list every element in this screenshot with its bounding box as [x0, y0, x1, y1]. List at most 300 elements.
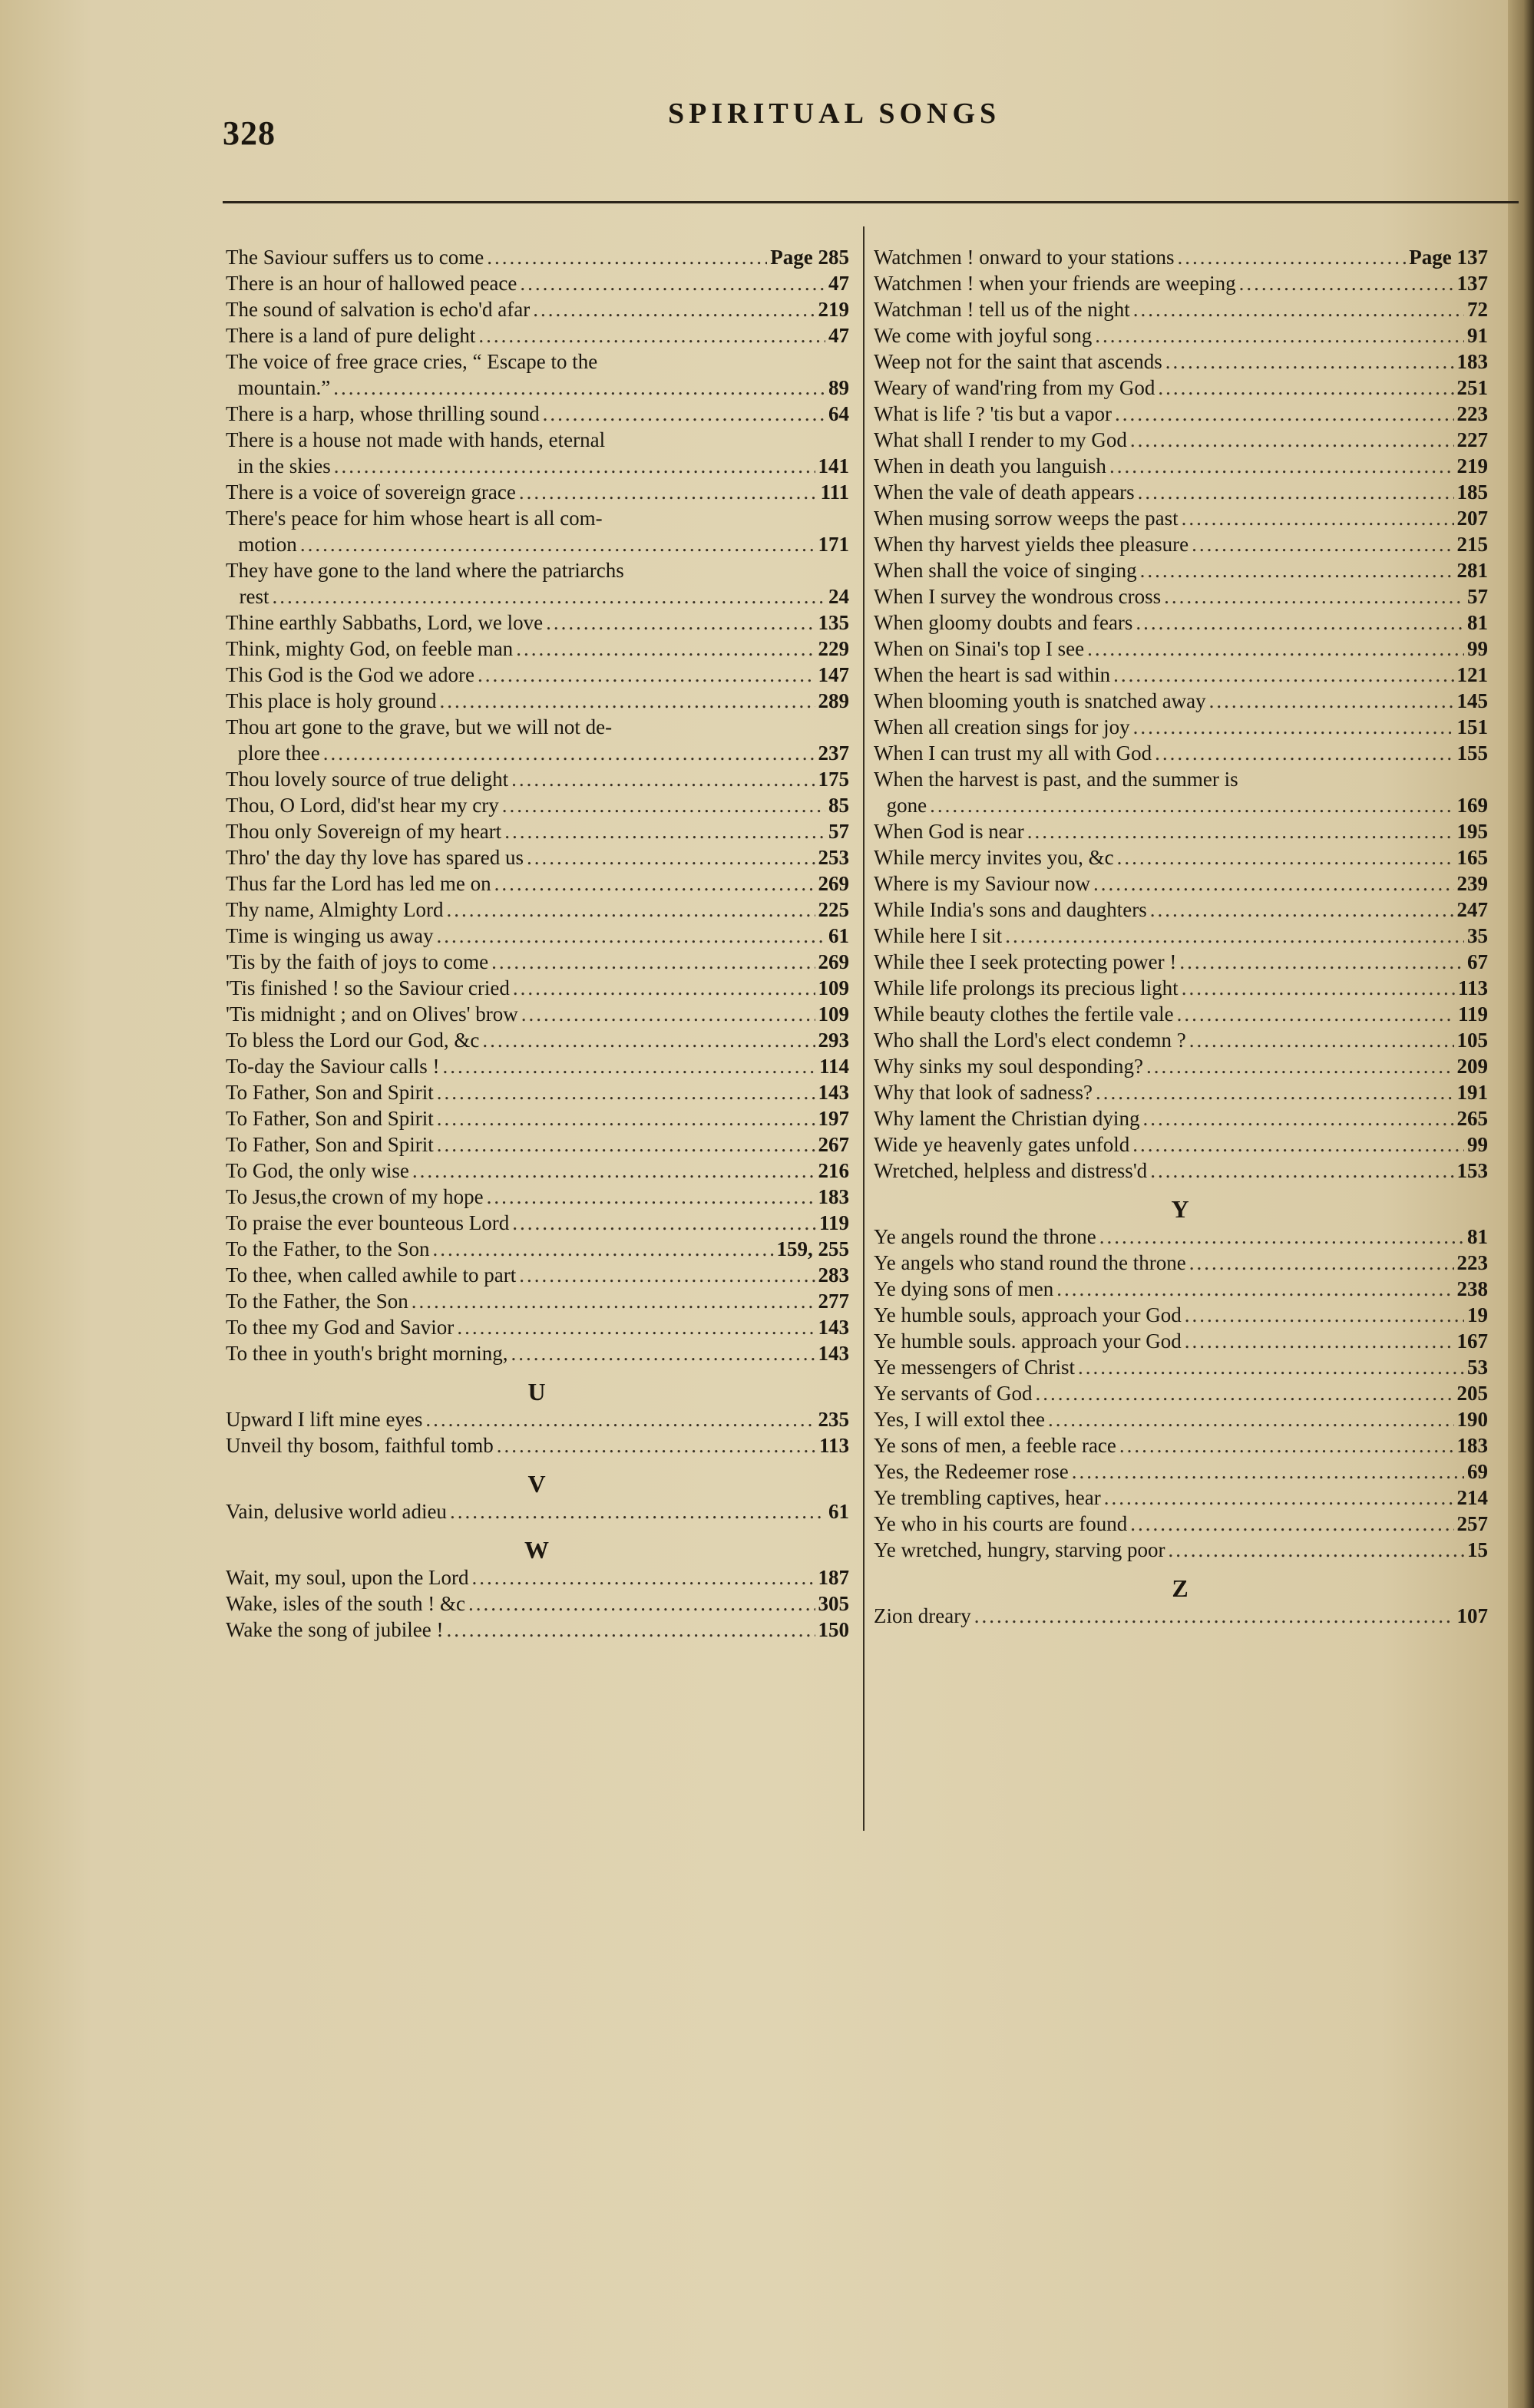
- page-reference: 24: [828, 585, 849, 608]
- first-line-text: To Father, Son and Spirit: [226, 1081, 434, 1104]
- index-entry-line: [226, 1001, 849, 1027]
- page-reference: 109: [818, 976, 849, 999]
- index-entry-line: [226, 792, 849, 818]
- index-entry: [874, 583, 1488, 609]
- first-line-text: This God is the God we adore: [226, 663, 474, 686]
- index-entry: [226, 1432, 849, 1458]
- dot-leader: [478, 322, 825, 348]
- index-entry-line: [874, 1131, 1488, 1158]
- index-entry: [874, 1079, 1488, 1105]
- page-reference: 197: [818, 1107, 849, 1130]
- index-entry-line: [874, 348, 1488, 375]
- first-line-text: When on Sinai's top I see: [874, 637, 1085, 660]
- index-entry-line: [874, 923, 1488, 949]
- index-entry-line: [226, 975, 849, 1001]
- page-reference: 135: [818, 611, 849, 634]
- first-line-text: What is life ? 'tis but a vapor: [874, 402, 1112, 425]
- index-entry: [874, 401, 1488, 427]
- index-entry: [226, 1184, 849, 1210]
- index-entry-line: [226, 662, 849, 688]
- page-reference: 183: [1456, 1434, 1488, 1457]
- section-letter: Y: [1171, 1195, 1191, 1223]
- first-line-text: Ye servants of God: [874, 1382, 1033, 1405]
- index-entry: [874, 1105, 1488, 1131]
- index-entry: [874, 1302, 1488, 1328]
- first-line-text: 'Tis finished ! so the Saviour cried: [226, 976, 510, 999]
- index-entry-line: [226, 1288, 849, 1314]
- page-reference: 269: [818, 872, 849, 895]
- page-number: 328: [223, 114, 276, 152]
- first-line-text: rest: [239, 585, 269, 608]
- index-entry-line: [226, 479, 849, 505]
- index-entry: [226, 1210, 849, 1236]
- first-line-text: Wake the song of jubilee !: [226, 1618, 444, 1641]
- dot-leader: [1209, 688, 1454, 714]
- page-reference: 114: [818, 1055, 849, 1078]
- index-entry-line: [226, 557, 849, 583]
- index-entry-line: [874, 1537, 1488, 1563]
- dot-leader: [1179, 949, 1464, 975]
- first-line-text: To thee in youth's bright morning,: [226, 1342, 508, 1365]
- index-entry: [226, 688, 849, 714]
- index-entry-line: [874, 1354, 1488, 1380]
- index-entry: [226, 557, 849, 609]
- dot-leader: [437, 1131, 815, 1158]
- index-entry-line: [874, 662, 1488, 688]
- dot-leader: [482, 1027, 815, 1053]
- index-entry: [226, 1158, 849, 1184]
- index-entry-line: [226, 688, 849, 714]
- dot-leader: [333, 375, 825, 401]
- dot-leader: [546, 609, 815, 636]
- first-line-text: There is a harp, whose thrilling sound: [226, 402, 540, 425]
- dot-leader: [512, 1210, 816, 1236]
- index-entry: [874, 1027, 1488, 1053]
- first-line-text: To the Father, the Son: [226, 1290, 408, 1313]
- index-entry: [226, 975, 849, 1001]
- index-entry: [874, 453, 1488, 479]
- index-entry: [874, 1053, 1488, 1079]
- dot-leader: [1189, 1027, 1454, 1053]
- page-reference: 293: [818, 1029, 849, 1052]
- section-letter: Z: [1172, 1574, 1190, 1602]
- page-reference: 257: [1456, 1512, 1488, 1535]
- dot-leader: [1130, 1511, 1453, 1537]
- dot-leader: [1099, 1224, 1464, 1250]
- index-entry: [874, 714, 1488, 740]
- index-entry: [874, 1511, 1488, 1537]
- index-entry: [874, 662, 1488, 688]
- page-reference: 209: [1456, 1055, 1488, 1078]
- page-reference: 251: [1456, 376, 1488, 399]
- index-entry: [874, 322, 1488, 348]
- first-line-text: Wait, my soul, upon the Lord: [226, 1566, 469, 1589]
- first-line-text: To praise the ever bounteous Lord: [226, 1211, 510, 1234]
- header-rule: [223, 201, 1519, 203]
- page-reference: 165: [1456, 846, 1488, 869]
- index-entry: [226, 1236, 849, 1262]
- first-line-text: Weep not for the saint that ascends: [874, 350, 1162, 373]
- page-reference: 89: [828, 376, 849, 399]
- dot-leader: [1087, 636, 1464, 662]
- index-entry: [226, 1340, 849, 1366]
- index-entry-line: [226, 636, 849, 662]
- first-line-text: When I survey the wondrous cross: [874, 585, 1162, 608]
- index-entry: [226, 1406, 849, 1432]
- page-reference: 143: [818, 1081, 849, 1104]
- page-reference: Page 285: [770, 246, 849, 269]
- page-reference: 141: [818, 454, 849, 477]
- first-line-text: To God, the only wise: [226, 1159, 409, 1182]
- dot-leader: [487, 244, 767, 270]
- first-line-text: Ye messengers of Christ: [874, 1356, 1075, 1379]
- index-entry: [226, 1262, 849, 1288]
- first-line-text: To thee, when called awhile to part: [226, 1263, 517, 1287]
- index-entry-line: [226, 714, 849, 740]
- first-line-text: 'Tis by the faith of joys to come: [226, 950, 489, 973]
- first-line-text: Thou only Sovereign of my heart: [226, 820, 502, 843]
- page-reference: 229: [818, 637, 849, 660]
- first-line-text: To the Father, to the Son: [226, 1237, 430, 1260]
- dot-leader: [447, 1617, 815, 1643]
- first-line-text: When God is near: [874, 820, 1024, 843]
- first-line-text: We come with joyful song: [874, 324, 1093, 347]
- index-entry-line: [874, 296, 1488, 322]
- page-reference: 81: [1467, 611, 1488, 634]
- index-entry-line: [874, 1105, 1488, 1131]
- index-entry-line: [874, 688, 1488, 714]
- dot-leader: [1239, 270, 1454, 296]
- page-reference: 121: [1456, 663, 1488, 686]
- dot-leader: [1119, 1432, 1454, 1458]
- index-entry: [874, 557, 1488, 583]
- dot-leader: [494, 870, 815, 897]
- dot-leader: [1104, 1485, 1454, 1511]
- first-line-text: There is a voice of sovereign grace: [226, 481, 516, 504]
- page-reference: 61: [828, 1500, 849, 1523]
- index-entry: [226, 1079, 849, 1105]
- first-line-text: When all creation sings for joy: [874, 715, 1130, 738]
- first-line-text: To thee my God and Savior: [226, 1316, 455, 1339]
- index-entry: [874, 244, 1488, 270]
- index-entry: [874, 897, 1488, 923]
- first-line-text: There's peace for him whose heart is all com-: [226, 507, 603, 530]
- index-entry-line: [226, 1210, 849, 1236]
- first-line-text: Vain, delusive world adieu: [226, 1500, 447, 1523]
- dot-leader: [412, 1158, 815, 1184]
- page-reference: 187: [818, 1566, 849, 1589]
- first-line-text: When in death you languish: [874, 454, 1106, 477]
- index-entry-line: [226, 375, 849, 401]
- dot-leader: [527, 844, 815, 870]
- page-reference: 265: [1456, 1107, 1488, 1130]
- section-gap: [226, 1458, 849, 1469]
- first-line-text: The sound of salvation is echo'd afar: [226, 298, 531, 321]
- first-line-text: When the heart is sad within: [874, 663, 1111, 686]
- dot-leader: [1093, 870, 1454, 897]
- dot-leader: [1155, 740, 1453, 766]
- page-reference: 223: [1456, 1251, 1488, 1274]
- index-entry-line: [226, 609, 849, 636]
- dot-leader: [457, 1314, 815, 1340]
- dot-leader: [1005, 923, 1464, 949]
- dot-leader: [1158, 375, 1453, 401]
- first-line-text: To bless the Lord our God, &c: [226, 1029, 480, 1052]
- index-entry: [874, 1158, 1488, 1184]
- index-entry: [874, 348, 1488, 375]
- index-entry-line: [226, 1340, 849, 1366]
- page-reference: 289: [818, 689, 849, 712]
- index-entry-line: [874, 1053, 1488, 1079]
- index-entry-line: [874, 714, 1488, 740]
- dot-leader: [1177, 1001, 1455, 1027]
- section-gap: [874, 1184, 1488, 1194]
- first-line-text: While India's sons and daughters: [874, 898, 1147, 921]
- page-reference: 61: [828, 924, 849, 947]
- index-entry: [874, 531, 1488, 557]
- dot-leader: [1056, 1276, 1453, 1302]
- page-reference: 153: [1456, 1159, 1488, 1182]
- index-entry: [874, 844, 1488, 870]
- index-entry-line: [874, 792, 1488, 818]
- index-entry: [226, 818, 849, 844]
- first-line-text: There is an hour of hallowed peace: [226, 272, 517, 295]
- section-gap: [226, 1366, 849, 1377]
- index-entry: [226, 348, 849, 401]
- index-entry-line: [226, 1158, 849, 1184]
- dot-leader: [300, 531, 815, 557]
- book-spine-shadow: [1508, 0, 1534, 2408]
- first-line-text: To-day the Saviour calls !: [226, 1055, 440, 1078]
- page-reference: 159, 255: [776, 1237, 849, 1260]
- index-entry-line: [226, 818, 849, 844]
- index-entry: [226, 870, 849, 897]
- index-entry-line: [226, 453, 849, 479]
- page-reference: 150: [818, 1618, 849, 1641]
- first-line-text: 'Tis midnight ; and on Olives' brow: [226, 1003, 518, 1026]
- first-line-text: mountain.”: [237, 376, 331, 399]
- first-line-text: Thus far the Lord has led me on: [226, 872, 491, 895]
- first-line-text: When musing sorrow weeps the past: [874, 507, 1179, 530]
- first-line-text: gone: [886, 794, 927, 817]
- index-entry-line: [874, 949, 1488, 975]
- index-entry-line: [226, 1498, 849, 1524]
- first-line-text: Wretched, helpless and distress'd: [874, 1159, 1148, 1182]
- dot-leader: [1109, 453, 1454, 479]
- dot-leader: [516, 636, 815, 662]
- index-entry: [874, 740, 1488, 766]
- index-entry: [226, 427, 849, 479]
- index-entry: [226, 766, 849, 792]
- dot-leader: [497, 1432, 816, 1458]
- dot-leader: [1192, 531, 1453, 557]
- index-entry-line: [874, 427, 1488, 453]
- index-entry: [226, 296, 849, 322]
- dot-leader: [478, 662, 815, 688]
- index-entry: [874, 1458, 1488, 1485]
- page-reference: 47: [828, 324, 849, 347]
- first-line-text: Who shall the Lord's elect condemn ?: [874, 1029, 1186, 1052]
- page-reference: 85: [828, 794, 849, 817]
- page-reference: 105: [1456, 1029, 1488, 1052]
- dot-leader: [1138, 479, 1454, 505]
- first-line-text: Time is winging us away: [226, 924, 434, 947]
- index-entry-line: [226, 401, 849, 427]
- page-reference: 64: [828, 402, 849, 425]
- first-line-text: Ye angels who stand round the throne: [874, 1251, 1186, 1274]
- index-entry-line: [226, 1617, 849, 1643]
- index-entry-line: [874, 1079, 1488, 1105]
- first-line-text: Thro' the day thy love has spared us: [226, 846, 524, 869]
- index-entry-line: [874, 1458, 1488, 1485]
- first-line-text: While here I sit: [874, 924, 1003, 947]
- column-divider: [863, 226, 865, 1831]
- dot-leader: [1150, 1158, 1453, 1184]
- first-line-text: While mercy invites you, &c: [874, 846, 1114, 869]
- index-entry-line: [874, 1406, 1488, 1432]
- index-entry: [226, 1590, 849, 1617]
- first-line-text: When I can trust my all with God: [874, 742, 1152, 765]
- index-entry-line: [874, 1485, 1488, 1511]
- first-line-text: To Father, Son and Spirit: [226, 1133, 434, 1156]
- index-entry: [226, 270, 849, 296]
- first-line-text: Where is my Saviour now: [874, 872, 1090, 895]
- index-entry-line: [874, 1250, 1488, 1276]
- first-line-text: Watchman ! tell us of the night: [874, 298, 1130, 321]
- dot-leader: [1048, 1406, 1454, 1432]
- page-reference: 185: [1456, 481, 1488, 504]
- index-entry: [226, 792, 849, 818]
- dot-leader: [504, 818, 825, 844]
- first-line-text: Ye who in his courts are found: [874, 1512, 1128, 1535]
- dot-leader: [1150, 897, 1454, 923]
- index-entry-line: [874, 1001, 1488, 1027]
- index-entry: [226, 1564, 849, 1590]
- first-line-text: When gloomy doubts and fears: [874, 611, 1133, 634]
- first-line-text: While thee I seek protecting power !: [874, 950, 1177, 973]
- page-reference: 147: [818, 663, 849, 686]
- index-entry-line: [874, 1027, 1488, 1053]
- index-entry-line: [226, 531, 849, 557]
- first-line-text: When shall the voice of singing: [874, 559, 1137, 582]
- index-entry-line: [874, 244, 1488, 270]
- page-reference: 305: [818, 1592, 849, 1615]
- index-entry-line: [226, 270, 849, 296]
- index-entry: [874, 375, 1488, 401]
- page-reference: 145: [1456, 689, 1488, 712]
- page-reference: 227: [1456, 428, 1488, 451]
- index-entry-line: [226, 740, 849, 766]
- first-line-text: Wide ye heavenly gates unfold: [874, 1133, 1130, 1156]
- index-entry-line: [226, 897, 849, 923]
- dot-leader: [1095, 322, 1464, 348]
- index-entry: [874, 1485, 1488, 1511]
- dot-leader: [450, 1498, 825, 1524]
- index-entry-line: [874, 1380, 1488, 1406]
- index-entry-line: [874, 375, 1488, 401]
- index-entry: [226, 714, 849, 766]
- index-entry: [226, 662, 849, 688]
- page-reference: 183: [1456, 350, 1488, 373]
- first-line-text: Unveil thy bosom, faithful tomb: [226, 1434, 494, 1457]
- first-line-text: Ye dying sons of men: [874, 1277, 1054, 1300]
- index-entry-line: [226, 1432, 849, 1458]
- first-line-text: Thou lovely source of true delight: [226, 768, 509, 791]
- index-entry: [874, 923, 1488, 949]
- first-line-text: Yes, the Redeemer rose: [874, 1460, 1069, 1483]
- dot-leader: [1027, 818, 1454, 844]
- index-entry-line: [226, 348, 849, 375]
- index-entry-line: [226, 1131, 849, 1158]
- dot-leader: [521, 1001, 815, 1027]
- index-entry-line: [874, 1276, 1488, 1302]
- index-entry-line: [226, 583, 849, 609]
- first-line-text: When the harvest is past, and the summer is: [874, 768, 1238, 791]
- index-entry-line: [874, 583, 1488, 609]
- page-reference: 223: [1456, 402, 1488, 425]
- index-entry: [226, 244, 849, 270]
- index-entry-line: [226, 296, 849, 322]
- first-line-text: When the vale of death appears: [874, 481, 1135, 504]
- dot-leader: [543, 401, 825, 427]
- index-entry: [226, 1105, 849, 1131]
- page-reference: 175: [818, 768, 849, 791]
- page-header: [0, 0, 1534, 169]
- running-title: SPIRITUAL SONGS: [668, 97, 1001, 130]
- dot-leader: [1036, 1380, 1454, 1406]
- first-line-text: Ye sons of men, a feeble race: [874, 1434, 1116, 1457]
- index-entry: [874, 1354, 1488, 1380]
- dot-leader: [433, 1236, 774, 1262]
- index-entry: [226, 505, 849, 557]
- index-entry-line: [874, 1328, 1488, 1354]
- first-line-text: in the skies: [237, 454, 331, 477]
- index-entry-line: [874, 870, 1488, 897]
- index-entry: [226, 401, 849, 427]
- first-line-text: There is a land of pure delight: [226, 324, 476, 347]
- index-entry-line: [226, 766, 849, 792]
- first-line-text: Ye humble souls. approach your God: [874, 1330, 1182, 1353]
- dot-leader: [1130, 427, 1454, 453]
- first-line-text: motion: [238, 533, 297, 556]
- index-entry-line: [874, 557, 1488, 583]
- index-entry: [874, 270, 1488, 296]
- page-reference: 111: [820, 481, 849, 504]
- index-entry-line: [874, 479, 1488, 505]
- index-entry-line: [874, 322, 1488, 348]
- dot-leader: [425, 1406, 815, 1432]
- dot-leader: [511, 766, 815, 792]
- page-reference: 277: [818, 1290, 849, 1313]
- first-line-text: While life prolongs its precious light: [874, 976, 1179, 999]
- first-line-text: Why that look of sadness?: [874, 1081, 1093, 1104]
- index-entry: [874, 688, 1488, 714]
- index-entry: [226, 1288, 849, 1314]
- dot-leader: [1189, 1250, 1454, 1276]
- index-entry: [874, 870, 1488, 897]
- page-reference: 47: [828, 272, 849, 295]
- first-line-text: Thou art gone to the grave, but we will not de-: [226, 715, 613, 738]
- page-reference: 99: [1467, 1133, 1488, 1156]
- page-reference: 109: [818, 1003, 849, 1026]
- page-reference: 190: [1456, 1408, 1488, 1431]
- dot-leader: [443, 1053, 816, 1079]
- page-reference: 205: [1456, 1382, 1488, 1405]
- first-line-text: While beauty clothes the fertile vale: [874, 1003, 1174, 1026]
- index-entry: [226, 322, 849, 348]
- index-entry: [874, 1406, 1488, 1432]
- dot-leader: [412, 1288, 815, 1314]
